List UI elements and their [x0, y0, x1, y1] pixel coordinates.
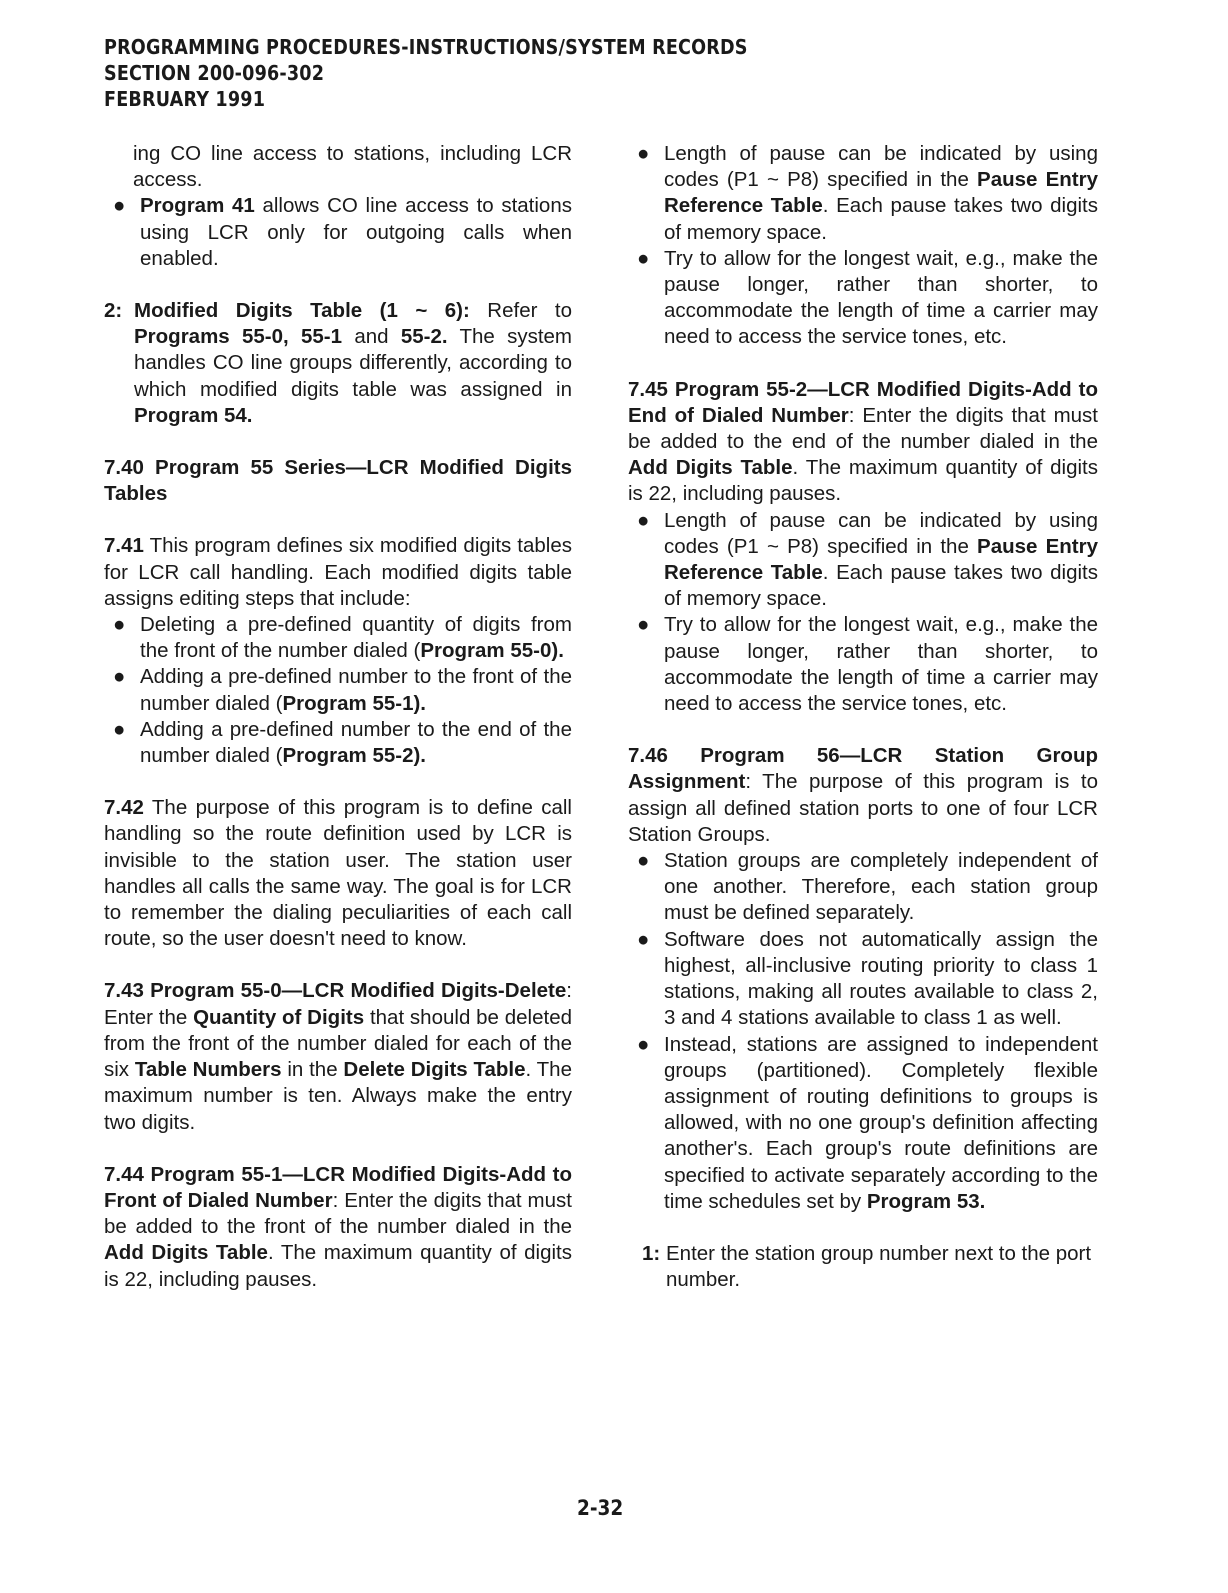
bullet-icon: ● — [637, 142, 650, 165]
bullet-icon: ● — [113, 717, 126, 741]
bullet-icon: ● — [113, 194, 126, 218]
bullet-add-front: ● Adding a pre-defined number to the front of the number dialed (Program 55-1). — [113, 665, 572, 715]
bullet-icon: ● — [637, 849, 650, 873]
item-enter-station-group: 1: Enter the station group number next to the port number. — [642, 1241, 1092, 1292]
header-title: PROGRAMMING PROCEDURES-INSTRUCTIONS/SYSTEM RECORDS — [104, 35, 748, 59]
bullet-add-end: ● Adding a pre-defined number to the end of the number dialed (Program 55-2). — [113, 717, 572, 768]
right-column — [628, 141, 1098, 1293]
bullet-partitioned-groups: ● Instead, stations are assigned to independent groups (partitioned). Completely flexible assignment of routing definitions to groups is allowed, with no one group's definition affecting another's. Each group's route definitions are specified to activate separately according to the time schedules set by Program 53. — [637, 1032, 1098, 1213]
paragraph-7-45: 7.45 Program 55-2—LCR Modified Digits-Add to End of Dialed Number: Enter the digits that must be added to the end of the number dialed in the Add Digits Table. The maximum quantity of digits is 22, including pauses. — [628, 377, 1098, 506]
paragraph-7-46: 7.46 Program 56—LCR Station Group Assignment: The purpose of this program is to assign all defined station ports to one of four LCR Station Groups. — [628, 744, 1098, 846]
bullet-station-groups: ● Station groups are completely independent of one another. Therefore, each station group must be defined separately. — [637, 849, 1098, 925]
paragraph-7-41: 7.41 This program defines six modified digits tables for LCR call handling. Each modified digits table assigns editing steps that include: — [104, 534, 572, 610]
bullet-icon: ● — [637, 613, 650, 637]
bullet-icon: ● — [113, 613, 126, 637]
header-section: SECTION 200-096-302 — [104, 61, 325, 85]
bullet-icon: ● — [637, 246, 650, 270]
bullet-software-priority: ● Software does not automatically assign the highest, all-inclusive routing priority to class 1 stations, making all routes available to class 2, 3 and 4 stations available to class 1 as well. — [637, 927, 1098, 1030]
bullet-delete-digits: ● Deleting a pre-defined quantity of digits from the front of the number dialed (Program 55-0). — [113, 613, 572, 663]
continued-paragraph: ing CO line access to stations, including LCR access. — [133, 142, 572, 192]
bullet-icon: ● — [113, 665, 126, 689]
paragraph-7-44: 7.44 Program 55-1—LCR Modified Digits-Add to Front of Dialed Number: Enter the digits that must be added to the front of the number dialed in the Add Digits Table. The maximum quantity of digits is 22, including pauses. — [104, 1162, 573, 1291]
bullet-longest-wait-1: ● Try to allow for the longest wait, e.g., make the pause longer, rather than shorter, to accommodate the length of time a carrier may need to access the service tones, etc. — [637, 246, 1098, 349]
bullet-program-41: ● Program 41 allows CO line access to stations using LCR only for outgoing calls when enabled. — [113, 194, 572, 270]
page-number: 2-32 — [577, 1496, 624, 1520]
bullet-longest-wait-2: ● Try to allow for the longest wait, e.g., make the pause longer, rather than shorter, to accommodate the length of time a carrier may need to access the service tones, etc. — [637, 613, 1098, 716]
bullet-icon: ● — [637, 927, 650, 951]
header-date: FEBRUARY 1991 — [104, 87, 266, 111]
bullet-icon: ● — [637, 508, 650, 532]
left-column — [104, 141, 572, 1293]
item-modified-digits-table: 2: Modified Digits Table (1 ~ 6): Refer to Programs 55-0, 55-1 and 55-2. The system handles CO line groups differently, according to which modified digits table was assigned in Program 54. — [104, 299, 572, 427]
paragraph-7-42: 7.42 The purpose of this program is to define call handling so the route definition used by LCR is invisible to the station user. The station user handles all calls the same way. The goal is for LCR to remember the dialing peculiarities of each call route, so the user doesn't need to know. — [104, 796, 572, 951]
bullet-icon: ● — [637, 1032, 650, 1056]
heading-7-40: 7.40 Program 55 Series—LCR Modified Digits Tables — [104, 456, 572, 506]
paragraph-7-43: 7.43 Program 55-0—LCR Modified Digits-Delete: Enter the Quantity of Digits that should be deleted from the front of the number dialed for each of the six Table Numbers in the Delete Digits Table. The maximum number is ten. Always make the entry two digits. — [104, 979, 572, 1134]
bullet-pause-length-1: ● Length of pause can be indicated by using codes (P1 ~ P8) specified in the Pause Entry Reference Table. Each pause takes two digits of memory space. — [637, 142, 1098, 244]
bullet-pause-length-2: ● Length of pause can be indicated by using codes (P1 ~ P8) specified in the Pause Entry Reference Table. Each pause takes two digits of memory space. — [637, 508, 1098, 611]
page-header — [104, 34, 748, 112]
